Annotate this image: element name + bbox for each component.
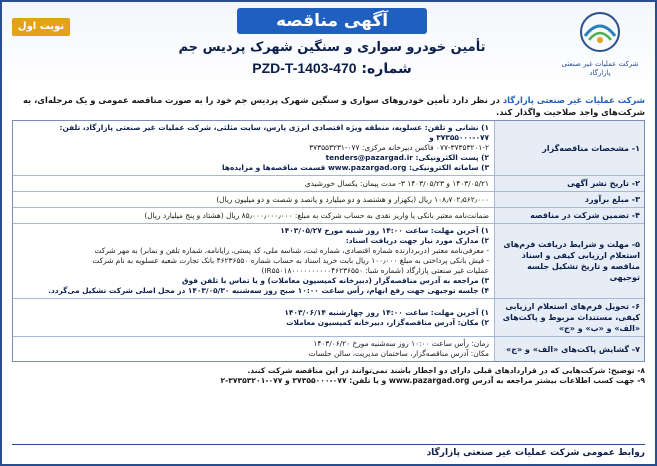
row-label: ۵- مهلت و شرایط دریافت فرم‌های استعلام ارزیابی کیفی و اسناد مناقصه و تاریخ تشکیل جلسه توجیهی xyxy=(494,224,644,298)
row-line: ۲) مدارک مورد نیاز جهت دریافت اسناد: xyxy=(345,236,489,245)
notice-subtitle: تأمین خودرو سواری و سنگین شهرک پردیس جم xyxy=(178,40,486,55)
table-row xyxy=(13,208,644,224)
row-line: ضمانت‌نامه معتبر بانکی یا واریز نقدی به حساب شرکت به مبلغ: ۸۵٫۰۰۰٫۰۰۰٫۰۰۰ ریال (هشتاد و پنج میلیارد ریال) xyxy=(144,210,489,220)
row-label: ۱- مشخصات مناقصه‌گزار xyxy=(494,121,644,175)
table-row xyxy=(13,176,644,192)
note-line: ۸- توضیح: شرکت‌هایی که در قراردادهای قبلی دارای دو اخطار باشند نمی‌توانند در این مناقصه شرکت کنند. xyxy=(247,366,645,375)
footer-notes xyxy=(12,366,645,386)
row-line: ۱۴۰۳/۰۵/۲۱ و ۱۴۰۳/۰۵/۲۳ ۳- مدت پیمان: یکسال خورشیدی xyxy=(304,178,489,188)
row-line: ۴) جلسه توجیهی جهت رفع ابهام، رأس ساعت ۱۰:۰۰ صبح روز سه‌شنبه ۱۴۰۳/۰۵/۳۰ در محل اصلی شرکت تشکیل می‌گردد. xyxy=(48,286,489,295)
row-line: ۰۷۷-۳۷۳۵۳۲۰۱-۲ فاکس دبیرخانه مرکزی: ۰۷۷-۳۷۳۵۵۳۲۳۱ xyxy=(309,143,489,152)
row-line: مکان: آدرس مناقصه‌گزار، ساختمان مدیریت، سالن جلسات xyxy=(308,349,489,358)
status-badge: نوبت اول xyxy=(12,18,70,36)
company-emblem-icon xyxy=(571,10,629,56)
intro-org: شرکت عملیات غیر صنعتی پازارگاد xyxy=(502,95,645,105)
row-line: - فیش بانکی پرداختی به مبلغ ۱۰۰٫۰۰۰ ریال بابت خرید اسناد به حساب شماره ۴۶۲۳۶۵۵۰ بانک تجارت شعبه عسلویه به نام شرکت xyxy=(92,256,489,265)
row-value xyxy=(13,299,494,336)
row-label: ۴- تضمین شرکت در مناقصه xyxy=(494,208,644,223)
row-line: ۲) مکان: آدرس مناقصه‌گزار، دبیرخانه کمیسیون معاملات xyxy=(286,317,489,327)
table-row xyxy=(13,121,644,176)
intro-paragraph xyxy=(12,94,645,118)
row-label: ۲- تاریخ نشر آگهی xyxy=(494,176,644,191)
row-line: زمان: رأس ساعت ۱۰:۰۰ روز سه‌شنبه مورخ ۱۴۰۳/۰۶/۲۰ xyxy=(313,339,489,348)
note-line: ۹- جهت کسب اطلاعات بیشتر مراجعه به آدرس www.pazargad.org و یا تلفن: ۰۷۷-۳۷۳۵۵۰۰۰ و ۰۷۷-۳۷۳۵۳۲۰۱-۲ xyxy=(220,376,645,385)
row-line: ۳) سامانه الکترونیکی: www.pazargad.org قسمت مناقصه‌ها و مزایده‌ها xyxy=(222,163,489,172)
row-line: ۱) آخرین مهلت: ساعت ۱۴:۰۰ روز چهارشنبه ۱۴۰۳/۰۶/۱۴ xyxy=(284,307,489,317)
row-line: ۳) مراجعه به آدرس مناقصه‌گزار (دبیرخانه کمیسیون معاملات) و یا تماس با تلفن فوق xyxy=(181,276,489,285)
notice-header xyxy=(2,2,655,90)
row-line: ۲) پست الکترونیکی: tenders@pazargad.ir xyxy=(325,153,489,162)
table-row xyxy=(13,299,644,337)
row-label: ۳- مبلغ برآورد xyxy=(494,192,644,207)
intro-text: در نظر دارد تأمین خودروهای سواری و سنگین شهرک پردیس جم خود را به صورت مناقصه عمومی و یک مرحله‌ای، به شرکت‌های واجد صلاحیت واگذار کند. xyxy=(22,95,645,117)
row-line: ۱) نشانی و تلفن: عسلویه، منطقه ویژه اقتصادی انرژی پارس، سایت مثلثی، شرکت عملیات غیر صنعتی پازارگاد، تلفن: ۰۷۷-۳۷۳۵۵۰۰۰ و xyxy=(59,123,489,142)
row-value xyxy=(13,224,494,298)
row-value xyxy=(13,176,494,191)
tender-number xyxy=(182,60,482,77)
row-value xyxy=(13,337,494,361)
row-line: - معرفی‌نامه معتبر (دربردارنده شماره اقتصادی، شماره ثبت، شناسه ملی، کد پستی، رایانامه، شماره تلفن و نمابر) به مهر شرکت xyxy=(94,246,489,255)
row-value xyxy=(13,121,494,175)
table-row xyxy=(13,337,644,361)
tender-number-label: شماره: xyxy=(361,61,412,77)
row-value xyxy=(13,208,494,223)
page-title: آگهی مناقصه xyxy=(237,8,427,34)
logo-caption: شرکت عملیات غیر صنعتی پازارگاد xyxy=(561,60,639,77)
tender-details-table xyxy=(12,120,645,362)
table-row xyxy=(13,192,644,208)
row-line: ۱۰۸٫۷۰۲٫۵۶۲٫۰۰۰ ریال (یکهزار و هشتصد و دو میلیارد و پانصد و شصت و دو میلیون ریال) xyxy=(216,194,489,204)
row-label: ۶- تحویل فرم‌های استعلام ارزیابی کیفی، مستندات مربوط و پاکت‌های «الف» و «ب» و «ج» xyxy=(494,299,644,336)
company-logo xyxy=(555,10,645,82)
table-row xyxy=(13,224,644,299)
row-label: ۷- گشایش پاکت‌های «الف» و «ج» xyxy=(494,337,644,361)
row-line: ۱) آخرین مهلت: ساعت ۱۴:۰۰ روز شنبه مورخ ۱۴۰۳/۰۵/۲۷ xyxy=(280,226,489,235)
row-value xyxy=(13,192,494,207)
row-line: عملیات غیر صنعتی پازارگاد (شماره شبا: IR۵۵۰۱۸۰۰۰۰۰۰۰۰۰۰۴۶۲۳۶۵۵۰) xyxy=(261,266,489,275)
public-relations-footer: روابط عمومی شرکت عملیات غیر صنعتی پازارگاد xyxy=(12,444,645,460)
tender-number-value: PZD-T-1403-470 xyxy=(252,60,357,76)
